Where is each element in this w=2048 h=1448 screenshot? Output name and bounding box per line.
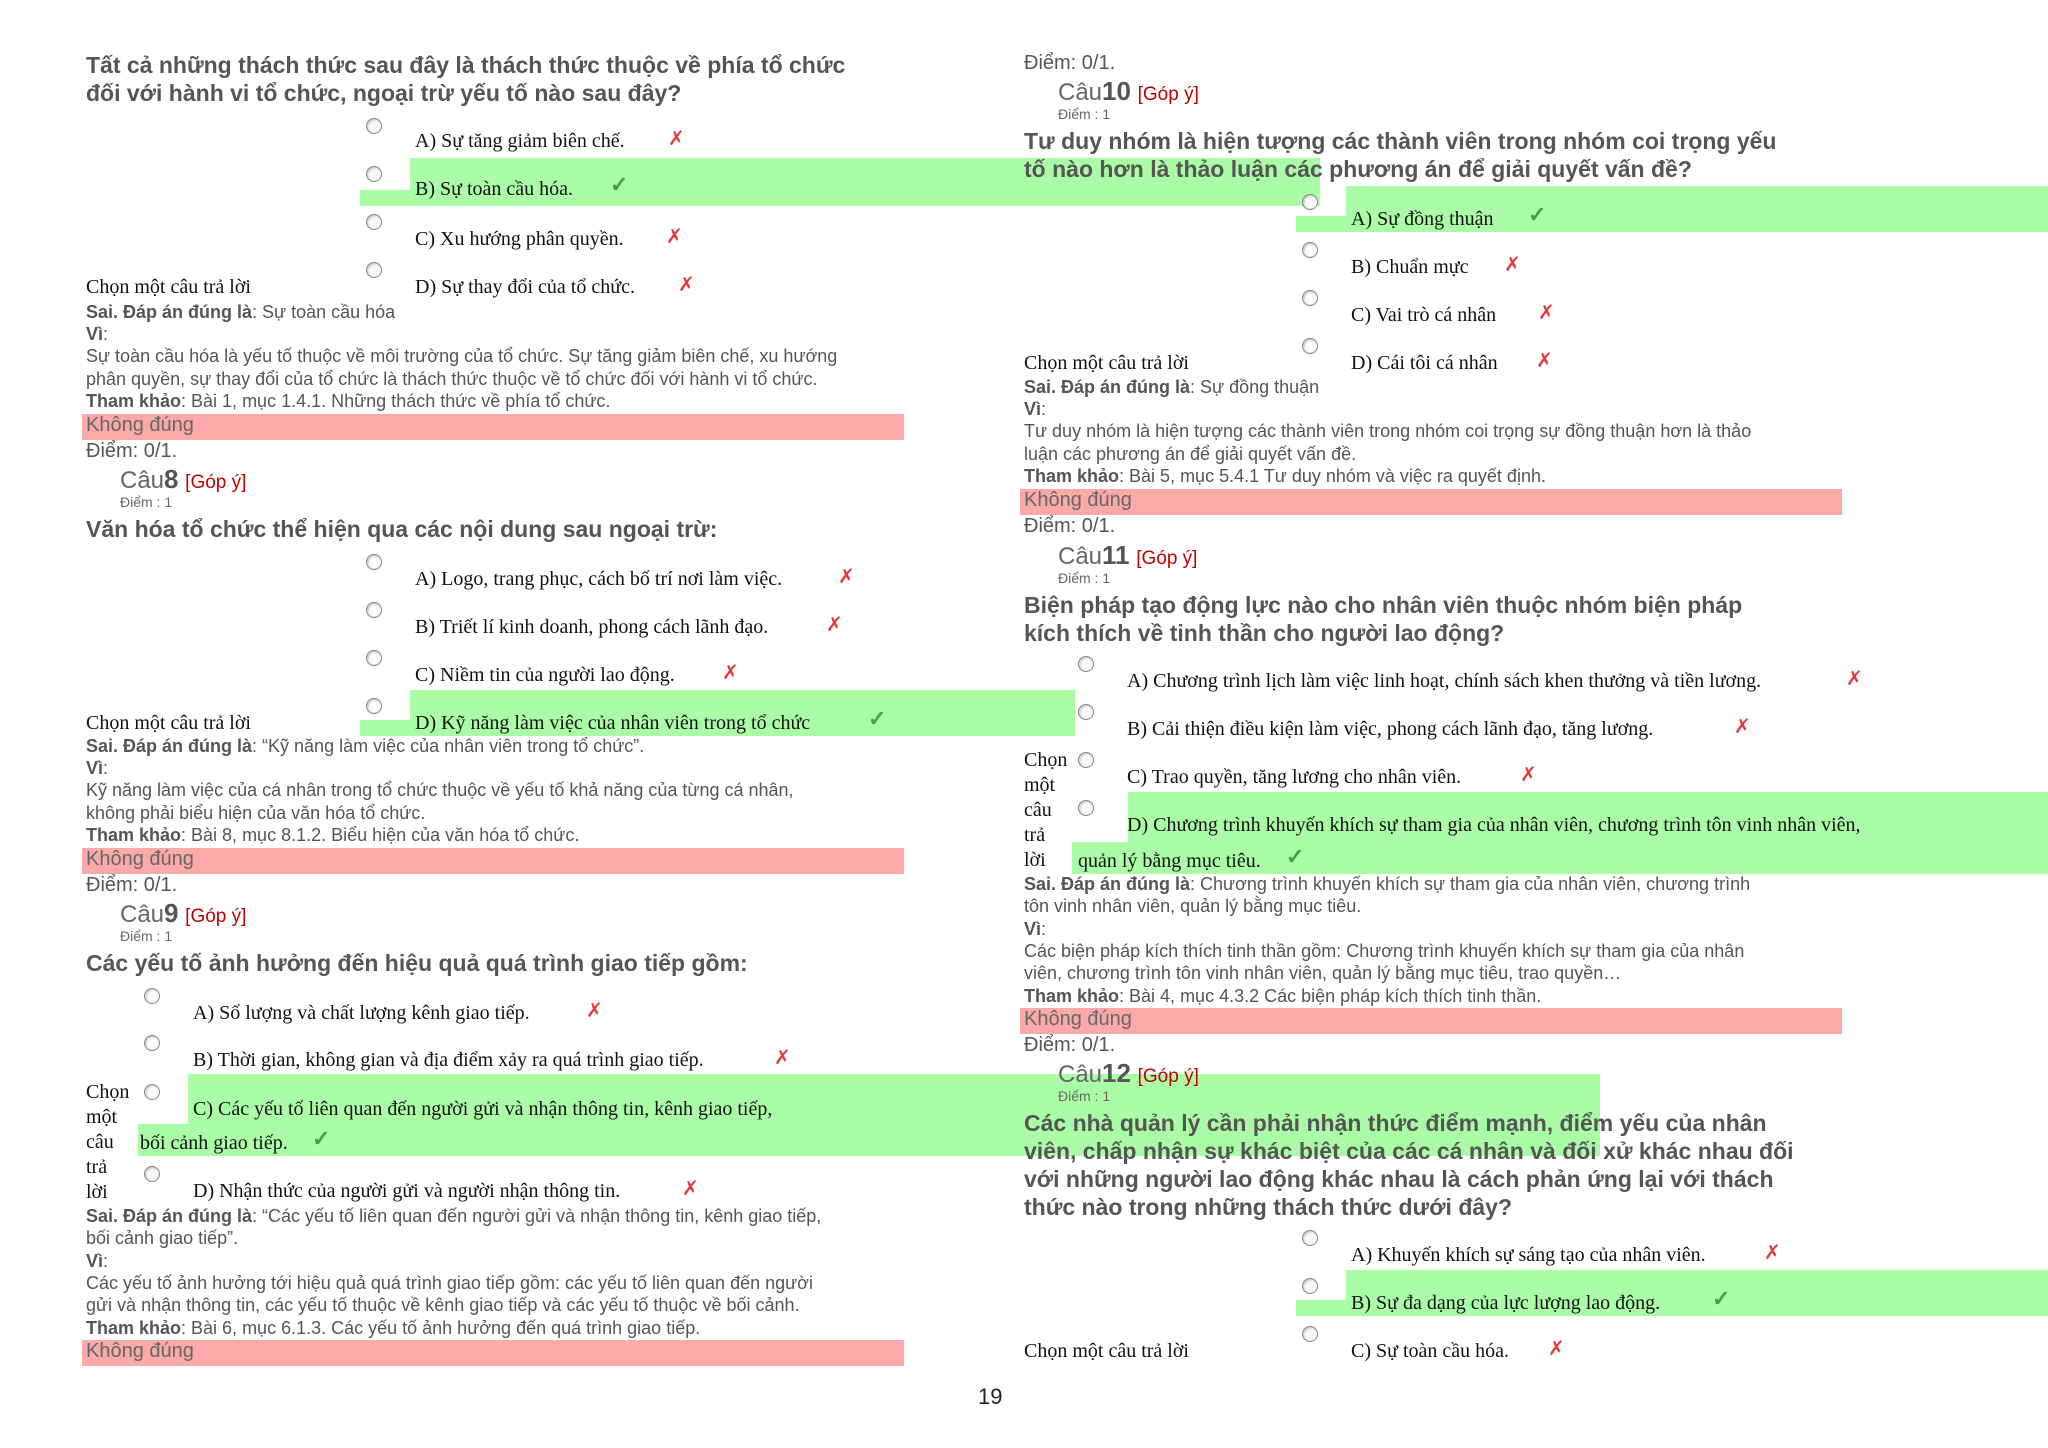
q10-choose-label: Chọn một câu trả lời	[1024, 352, 1189, 374]
q11-because-label: Vì:	[1024, 919, 1047, 939]
q7-explain-1: Sự toàn cầu hóa là yếu tố thuộc về môi trường của tổ chức. Sự tăng giảm biên chế, xu hướng	[86, 346, 838, 366]
wrong-icon: ✗	[1734, 716, 1751, 738]
q8-correct-highlight-notch	[360, 720, 420, 736]
wrong-icon: ✗	[838, 566, 855, 588]
q11-radio-d[interactable]	[1078, 800, 1094, 816]
q9-answer-line-2: bối cảnh giao tiếp”.	[86, 1228, 239, 1248]
q10-option-b: B) Chuẩn mực	[1351, 256, 1469, 278]
q8-option-a: A) Logo, trang phục, cách bố trí nơi làm việc.	[415, 568, 783, 590]
q9-explain-2: gửi và nhận thông tin, các yếu tố thuộc về kênh giao tiếp và các yếu tố thuộc về bối cảnh.	[86, 1295, 800, 1315]
q10-reference: Tham khảo: Bài 5, mục 5.4.1 Tư duy nhóm và việc ra quyết định.	[1024, 466, 1546, 486]
correct-icon: ✓	[610, 172, 629, 197]
q8-explain-1: Kỹ năng làm việc của cá nhân trong tổ chức thuộc về yếu tố khả năng của từng cá nhân,	[86, 780, 794, 800]
q10-points: Điểm : 1	[1058, 106, 1111, 122]
q12-points: Điểm : 1	[1058, 1088, 1111, 1104]
q10-explain-1: Tư duy nhóm là hiện tượng các thành viên trong nhóm coi trọng sự đồng thuận hơn là thảo	[1024, 421, 1752, 441]
wrong-icon: ✗	[1764, 1242, 1781, 1264]
q7-explain-2: phân quyền, sự thay đổi của tổ chức là thách thức thuộc về tổ chức đối với hành vi tổ chức.	[86, 369, 818, 389]
q11-radio-b[interactable]	[1078, 704, 1094, 720]
q9-explain-1: Các yếu tố ảnh hưởng tới hiệu quả quá trình giao tiếp gồm: các yếu tố liên quan đến người	[86, 1273, 813, 1293]
q8-choose-label: Chọn một câu trả lời	[86, 712, 251, 734]
q10-correct-highlight-notch	[1296, 216, 1356, 232]
correct-icon: ✓	[1712, 1286, 1731, 1311]
wrong-icon: ✗	[678, 274, 695, 296]
q10-radio-c[interactable]	[1302, 290, 1318, 306]
correct-icon: ✓	[312, 1126, 331, 1151]
wrong-icon: ✗	[668, 128, 685, 150]
q10-option-d: D) Cái tôi cá nhân	[1351, 352, 1498, 374]
q12-title-line-2: viên, chấp nhận sự khác biệt của các cá nhân và đối xử khác nhau đối	[1024, 1138, 1794, 1164]
q12-option-a: A) Khuyến khích sự sáng tạo của nhân viên.	[1351, 1244, 1706, 1266]
q9-verdict: Không đúng	[86, 1340, 194, 1362]
wrong-icon: ✗	[666, 226, 683, 248]
q9-gopy-link[interactable]: [Góp ý]	[185, 906, 247, 927]
q8-answer-line: Sai. Đáp án đúng là: “Kỹ năng làm việc của nhân viên trong tổ chức”.	[86, 736, 645, 756]
q8-points: Điểm : 1	[120, 494, 173, 510]
q11-radio-c[interactable]	[1078, 752, 1094, 768]
wrong-icon: ✗	[1504, 254, 1521, 276]
wrong-icon: ✗	[682, 1178, 699, 1200]
q11-option-d-cont: quản lý bằng mục tiêu.	[1078, 850, 1261, 872]
q9-option-a: A) Số lượng và chất lượng kênh giao tiếp.	[193, 1002, 530, 1024]
q9-option-b: B) Thời gian, không gian và địa điểm xảy ra quá trình giao tiếp.	[193, 1049, 704, 1071]
q10-radio-d[interactable]	[1302, 338, 1318, 354]
q10-answer-line: Sai. Đáp án đúng là: Sự đồng thuận	[1024, 377, 1320, 397]
q9-radio-d[interactable]	[144, 1166, 160, 1182]
q8-because-label: Vì:	[86, 758, 109, 778]
wrong-icon: ✗	[586, 1000, 603, 1022]
q12-number: Câu12 [Góp ý]	[1058, 1058, 1199, 1088]
q11-choose-label: Chọn một câu trả lời	[1024, 749, 1068, 871]
q7-option-c: C) Xu hướng phân quyền.	[415, 228, 624, 250]
q10-title-line-2: tố nào hơn là thảo luận các phương án để giải quyết vấn đề?	[1024, 156, 1692, 182]
q7-choose-label: Chọn một câu trả lời	[86, 276, 251, 298]
q8-explain-2: không phải biểu hiện của văn hóa tổ chức.	[86, 803, 426, 823]
q12-title-line-4: thức nào trong những thách thức dưới đây?	[1024, 1194, 1513, 1220]
q11-number: Câu11 [Góp ý]	[1058, 540, 1198, 570]
q9-answer-line-1: Sai. Đáp án đúng là: “Các yếu tố liên quan đến người gửi và nhận thông tin, kênh giao tiếp,	[86, 1206, 822, 1226]
q8-reference: Tham khảo: Bài 8, mục 8.1.2. Biểu hiện của văn hóa tổ chức.	[86, 825, 580, 845]
q12-option-c: C) Sự toàn cầu hóa.	[1351, 1340, 1510, 1362]
q12-radio-a[interactable]	[1302, 1230, 1318, 1246]
q7-option-a: A) Sự tăng giảm biên chế.	[415, 130, 625, 152]
q9-score: Điểm: 0/1.	[1024, 52, 1116, 74]
wrong-icon: ✗	[774, 1047, 791, 1069]
q11-answer-line-2: tôn vinh nhân viên, quản lý bằng mục tiêu.	[1024, 896, 1362, 916]
wrong-icon: ✗	[1536, 350, 1553, 372]
q10-gopy-link[interactable]: [Góp ý]	[1137, 84, 1199, 105]
q9-number: Câu9 [Góp ý]	[120, 898, 247, 928]
q8-radio-b[interactable]	[366, 602, 382, 618]
q9-because-label: Vì:	[86, 1251, 109, 1271]
q8-verdict: Không đúng	[86, 848, 194, 870]
q7-title-line-1: Tất cả những thách thức sau đây là thách thức thuộc về phía tổ chức	[86, 52, 846, 78]
q11-points: Điểm : 1	[1058, 570, 1111, 586]
q9-points: Điểm : 1	[120, 928, 173, 944]
correct-icon: ✓	[1528, 202, 1547, 227]
q11-verdict-bar	[1020, 1008, 1842, 1034]
q11-explain-2: viên, chương trình tôn vinh nhân viên, quản lý bằng mục tiêu, trao quyền…	[1024, 963, 1622, 983]
q8-number: Câu8 [Góp ý]	[120, 464, 247, 494]
q11-score: Điểm: 0/1.	[1024, 1034, 1116, 1056]
q7-reference: Tham khảo: Bài 1, mục 1.4.1. Những thách thức về phía tổ chức.	[86, 391, 611, 411]
q9-radio-c[interactable]	[144, 1084, 160, 1100]
q10-verdict-bar	[1020, 489, 1842, 515]
q7-option-d: D) Sự thay đổi của tổ chức.	[415, 276, 635, 298]
q11-option-a: A) Chương trình lịch làm việc linh hoạt, chính sách khen thưởng và tiền lương.	[1127, 670, 1762, 692]
q8-gopy-link[interactable]: [Góp ý]	[185, 472, 247, 493]
q7-score: Điểm: 0/1.	[86, 440, 178, 462]
q9-verdict-bar	[82, 1340, 904, 1366]
q7-because-label: Vì:	[86, 324, 109, 344]
correct-icon: ✓	[868, 706, 887, 731]
q8-score: Điểm: 0/1.	[86, 874, 178, 896]
q11-option-b: B) Cải thiện điều kiện làm việc, phong cách lãnh đạo, tăng lương.	[1127, 718, 1654, 740]
q10-option-a: A) Sự đồng thuận	[1351, 208, 1494, 230]
q11-answer-line-1: Sai. Đáp án đúng là: Chương trình khuyến khích sự tham gia của nhân viên, chương trình	[1024, 874, 1751, 894]
q11-explain-1: Các biện pháp kích thích tinh thần gồm: Chương trình khuyến khích sự tham gia của nhân	[1024, 941, 1745, 961]
q10-score: Điểm: 0/1.	[1024, 515, 1116, 537]
q7-radio-a[interactable]	[366, 118, 382, 134]
q10-title-line-1: Tư duy nhóm là hiện tượng các thành viên trong nhóm coi trọng yếu	[1024, 128, 1777, 154]
q7-answer-line: Sai. Đáp án đúng là: Sự toàn cầu hóa	[86, 302, 396, 322]
q8-radio-a[interactable]	[366, 554, 382, 570]
q8-radio-c[interactable]	[366, 650, 382, 666]
q9-reference: Tham khảo: Bài 6, mục 6.1.3. Các yếu tố ảnh hưởng đến quá trình giao tiếp.	[86, 1318, 701, 1338]
wrong-icon: ✗	[722, 662, 739, 684]
q7-radio-d[interactable]	[366, 262, 382, 278]
correct-icon: ✓	[1286, 844, 1305, 869]
q11-option-d: D) Chương trình khuyến khích sự tham gia của nhân viên, chương trình tôn vinh nhân viên,	[1127, 814, 1861, 836]
q10-radio-a[interactable]	[1302, 194, 1318, 210]
q7-correct-highlight-notch	[360, 190, 420, 206]
q7-verdict-bar	[82, 414, 904, 440]
q12-gopy-link[interactable]: [Góp ý]	[1137, 1066, 1199, 1087]
q10-because-label: Vì:	[1024, 399, 1047, 419]
wrong-icon: ✗	[1538, 302, 1555, 324]
q11-gopy-link[interactable]: [Góp ý]	[1136, 548, 1198, 569]
q10-radio-b[interactable]	[1302, 242, 1318, 258]
q11-option-c: C) Trao quyền, tăng lương cho nhân viên.	[1127, 766, 1462, 788]
q11-reference: Tham khảo: Bài 4, mục 4.3.2 Các biện pháp kích thích tinh thần.	[1024, 986, 1542, 1006]
q11-title-line-2: kích thích về tinh thần cho người lao động?	[1024, 620, 1505, 646]
q8-title: Văn hóa tổ chức thể hiện qua các nội dung sau ngoại trừ:	[86, 516, 718, 542]
q12-option-b: B) Sự đa dạng của lực lượng lao động.	[1351, 1292, 1661, 1314]
q8-radio-d[interactable]	[366, 698, 382, 714]
q8-verdict-bar	[82, 848, 904, 874]
q9-choose-label: Chọn một câu trả lời	[86, 1081, 130, 1203]
q9-option-c-cont: bối cảnh giao tiếp.	[140, 1132, 288, 1154]
q10-option-c: C) Vai trò cá nhân	[1351, 304, 1497, 326]
q11-verdict: Không đúng	[1024, 1008, 1132, 1030]
wrong-icon: ✗	[1846, 668, 1863, 690]
q11-radio-a[interactable]	[1078, 656, 1094, 672]
q8-option-b: B) Triết lí kinh doanh, phong cách lãnh đạo.	[415, 616, 769, 638]
q12-title-line-1: Các nhà quản lý cần phải nhận thức điểm mạnh, điểm yếu của nhân	[1024, 1110, 1767, 1136]
q8-option-c: C) Niềm tin của người lao động.	[415, 664, 675, 686]
q7-title-line-2: đối với hành vi tổ chức, ngoại trừ yếu tố nào sau đây?	[86, 80, 682, 106]
q7-radio-b[interactable]	[366, 166, 382, 182]
q10-verdict: Không đúng	[1024, 489, 1132, 511]
q12-radio-b[interactable]	[1302, 1278, 1318, 1294]
q7-option-b: B) Sự toàn cầu hóa.	[415, 178, 574, 200]
q9-radio-a[interactable]	[144, 988, 160, 1004]
q12-radio-c[interactable]	[1302, 1326, 1318, 1342]
wrong-icon: ✗	[826, 614, 843, 636]
q10-explain-2: luận các phương án để giải quyết vấn đề.	[1024, 444, 1357, 464]
wrong-icon: ✗	[1520, 764, 1537, 786]
page-number: 19	[978, 1384, 1003, 1409]
q11-title-line-1: Biện pháp tạo động lực nào cho nhân viên thuộc nhóm biện pháp	[1024, 592, 1743, 618]
q12-correct-highlight-notch	[1296, 1300, 1356, 1316]
q12-title-line-3: với những người lao động khác nhau là cách phản ứng lại với thách	[1024, 1166, 1774, 1192]
q12-choose-label: Chọn một câu trả lời	[1024, 1340, 1189, 1362]
q10-number: Câu10 [Góp ý]	[1058, 76, 1199, 106]
q8-option-d: D) Kỹ năng làm việc của nhân viên trong tổ chức	[415, 712, 811, 734]
q9-radio-b[interactable]	[144, 1035, 160, 1051]
q9-title: Các yếu tố ảnh hưởng đến hiệu quả quá trình giao tiếp gồm:	[86, 950, 748, 976]
q7-verdict: Không đúng	[86, 414, 194, 436]
q7-radio-c[interactable]	[366, 214, 382, 230]
wrong-icon: ✗	[1548, 1338, 1565, 1360]
q9-option-c: C) Các yếu tố liên quan đến người gửi và nhận thông tin, kênh giao tiếp,	[193, 1098, 773, 1120]
q9-option-d: D) Nhận thức của người gửi và người nhận thông tin.	[193, 1180, 621, 1202]
